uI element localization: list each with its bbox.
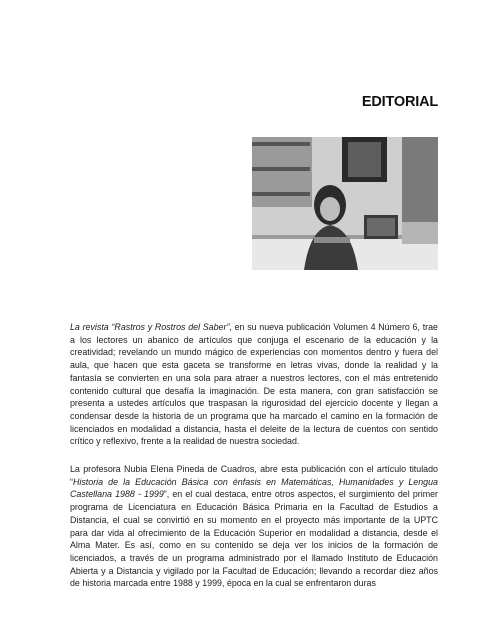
editorial-photo (252, 137, 438, 270)
paragraph-2 (70, 463, 438, 590)
paragraph-2-intro: La profesora Nubia Elena Pineda de Cuadros, abre esta publicación con el artículo titulado “ (70, 464, 438, 487)
paragraph-1-text: , en su nueva publicación Volumen 4 Número 6, trae a los lectores un abanico de artículos que conjuga el escenario de la educación y la creatividad; revelando un mundo mágico de experiencias con momentos dentro y fuera del aula, que hacen que esta gaceta se transforme en letras vivas, donde la realidad y la fantasía se convierten en una sola para atraer a nuestros lectores, con el más entretenido contenido cultural que desafía la imaginación. De esta manera, con gran satisfacción se presenta a ustedes artículos que traspasan la rigurosidad del ejercicio docente y llegan a condensar desde la historia de un programa que ha marcado el camino en la formación de licenciados en modalidad a distancia, hasta el deleite de la lectura de cuentos con sentido crítico y reflexivo, frente a la realidad de nuestra sociedad. (70, 322, 438, 447)
editorial-body (70, 321, 438, 605)
paragraph-2-text: ”, en el cual destaca, entre otros aspectos, el surgimiento del primer programa de Licenciatura en Educación Básica Primaria en la Facultad de Estudios a Distancia, el cual se convirtió en su momento en el proyecto más importante de la UPTC para dar vida al ofrecimiento de la Educación Superior en modalidad a distancia, desde el Alma Mater. Es así, como en su contenido se deja ver los inicios de la formación de licenciados, a través de un programa administrado por el llamado Instituto de Educación Abierta y a Distancia y vigilado por la Facultad de Educación; llevando a recordar diez años de historia marcada entre 1988 y 1999, época en la cual se enfrentaron duras (70, 489, 438, 589)
article-title: Historia de la Educación Básica con énfasis en Matemáticas, Humanidades y Lengua Castellana 1988 - 1999 (70, 476, 438, 500)
paragraph-1 (70, 321, 438, 448)
page-title: EDITORIAL (361, 94, 438, 110)
photo-illustration (252, 137, 438, 270)
magazine-title: La revista “Rastros y Rostros del Saber” (70, 322, 230, 332)
